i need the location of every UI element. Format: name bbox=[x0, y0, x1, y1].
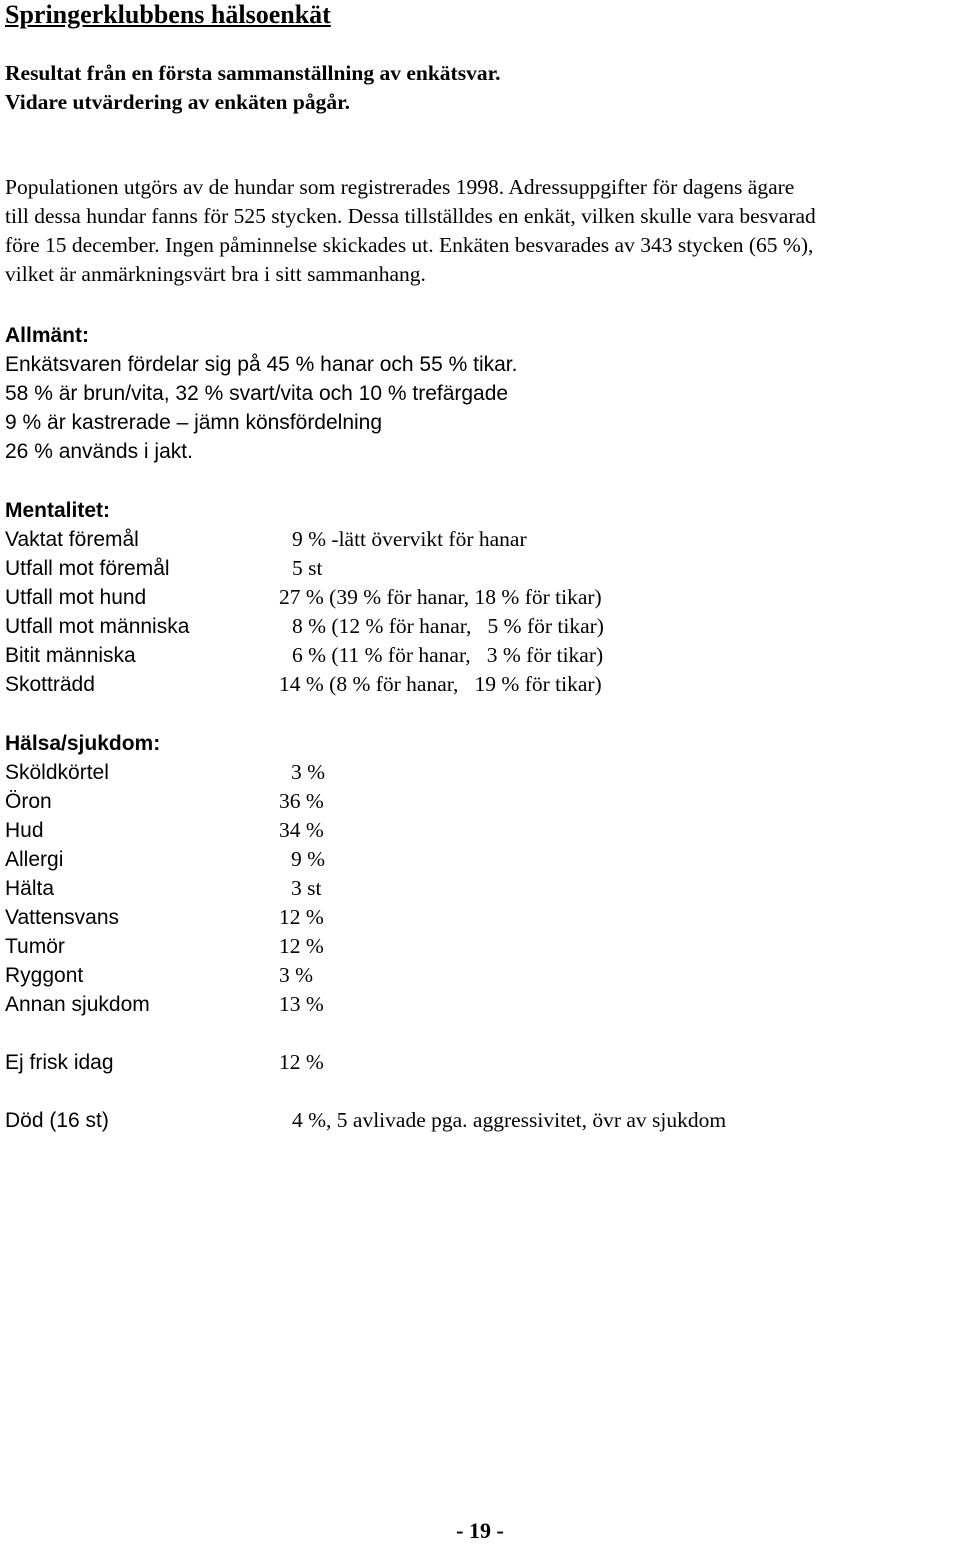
halsa-row bbox=[5, 903, 955, 932]
mentalitet-row bbox=[5, 670, 955, 699]
population-paragraph bbox=[5, 173, 955, 289]
row-value: 6 % (11 % för hanar, 3 % för tikar) bbox=[292, 643, 604, 667]
mentalitet-row bbox=[5, 612, 955, 641]
row-label: Vaktat föremål bbox=[5, 528, 139, 551]
mentalitet-row bbox=[5, 641, 955, 670]
row-value: 5 st bbox=[292, 556, 323, 580]
row-value: 14 % (8 % för hanar, 19 % för tikar) bbox=[279, 672, 602, 696]
row-label: Annan sjukdom bbox=[5, 993, 150, 1016]
ej-frisk-row bbox=[5, 1048, 955, 1077]
row-label: Bitit människa bbox=[5, 644, 136, 667]
row-label: Död (16 st) bbox=[5, 1109, 109, 1132]
mentalitet-row bbox=[5, 525, 955, 554]
row-label: Allergi bbox=[5, 848, 64, 871]
row-label: Ryggont bbox=[5, 964, 84, 987]
allmant-line: 26 % används i jakt. bbox=[5, 440, 193, 463]
document-title: Springerklubbens hälsoenkät bbox=[5, 0, 331, 29]
row-value: 27 % (39 % för hanar, 18 % för tikar) bbox=[279, 585, 602, 609]
row-value: 8 % (12 % för hanar, 5 % för tikar) bbox=[292, 614, 604, 638]
halsa-row bbox=[5, 932, 955, 961]
row-label: Hälta bbox=[5, 877, 55, 900]
page-number: - 19 - bbox=[456, 1518, 504, 1543]
paragraph-line: till dessa hundar fanns för 525 stycken. Dessa tillställdes en enkät, vilken skulle vara besvarad bbox=[5, 204, 816, 228]
halsa-heading: Hälsa/sjukdom: bbox=[5, 732, 161, 755]
row-label: Hud bbox=[5, 819, 44, 842]
allmant-line: Enkätsvaren fördelar sig på 45 % hanar och 55 % tikar. bbox=[5, 353, 518, 376]
halsa-row bbox=[5, 961, 955, 990]
row-value: 3 % bbox=[291, 760, 326, 784]
row-label: Vattensvans bbox=[5, 906, 120, 929]
row-value: 9 % -lätt övervikt för hanar bbox=[292, 527, 527, 551]
allmant-heading: Allmänt: bbox=[5, 324, 89, 347]
row-value: 12 % bbox=[279, 1050, 324, 1074]
mentalitet-heading: Mentalitet: bbox=[5, 499, 110, 522]
paragraph-line: före 15 december. Ingen påminnelse skickades ut. Enkäten besvarades av 343 stycken (65 %), bbox=[5, 233, 814, 257]
row-value: 9 % bbox=[291, 847, 326, 871]
intro-line: Vidare utvärdering av enkäten pågår. bbox=[5, 90, 351, 114]
row-label: Tumör bbox=[5, 935, 65, 958]
mentalitet-row bbox=[5, 583, 955, 612]
intro-line: Resultat från en första sammanställning av enkätsvar. bbox=[5, 61, 501, 85]
halsa-row bbox=[5, 758, 955, 787]
allmant-section bbox=[5, 321, 955, 466]
halsa-section bbox=[5, 729, 955, 1135]
row-label: Öron bbox=[5, 790, 52, 813]
row-label: Utfall mot hund bbox=[5, 586, 147, 609]
row-value: 13 % bbox=[279, 992, 324, 1016]
row-label: Utfall mot människa bbox=[5, 615, 190, 638]
paragraph-line: vilket är anmärkningsvärt bra i sitt sammanhang. bbox=[5, 262, 426, 286]
row-label: Sköldkörtel bbox=[5, 761, 109, 784]
allmant-line: 58 % är brun/vita, 32 % svart/vita och 10 % trefärgade bbox=[5, 382, 509, 405]
halsa-row bbox=[5, 874, 955, 903]
row-value: 36 % bbox=[279, 789, 324, 813]
row-value: 12 % bbox=[279, 905, 324, 929]
dod-row bbox=[5, 1106, 955, 1135]
paragraph-line: Populationen utgörs av de hundar som registrerades 1998. Adressuppgifter för dagens ägare bbox=[5, 175, 795, 199]
row-value: 34 % bbox=[279, 818, 324, 842]
halsa-row bbox=[5, 990, 955, 1019]
row-value: 4 %, 5 avlivade pga. aggressivitet, övr av sjukdom bbox=[292, 1108, 727, 1132]
row-value: 12 % bbox=[279, 934, 324, 958]
row-label: Utfall mot föremål bbox=[5, 557, 170, 580]
row-value: 3 % bbox=[279, 963, 314, 987]
row-value: 3 st bbox=[291, 876, 322, 900]
halsa-row bbox=[5, 845, 955, 874]
allmant-line: 9 % är kastrerade – jämn könsfördelning bbox=[5, 411, 383, 434]
mentalitet-row bbox=[5, 554, 955, 583]
mentalitet-section bbox=[5, 496, 955, 699]
halsa-row bbox=[5, 787, 955, 816]
row-label: Skotträdd bbox=[5, 673, 95, 696]
row-label: Ej frisk idag bbox=[5, 1051, 114, 1074]
intro-block bbox=[5, 59, 501, 117]
halsa-row bbox=[5, 816, 955, 845]
